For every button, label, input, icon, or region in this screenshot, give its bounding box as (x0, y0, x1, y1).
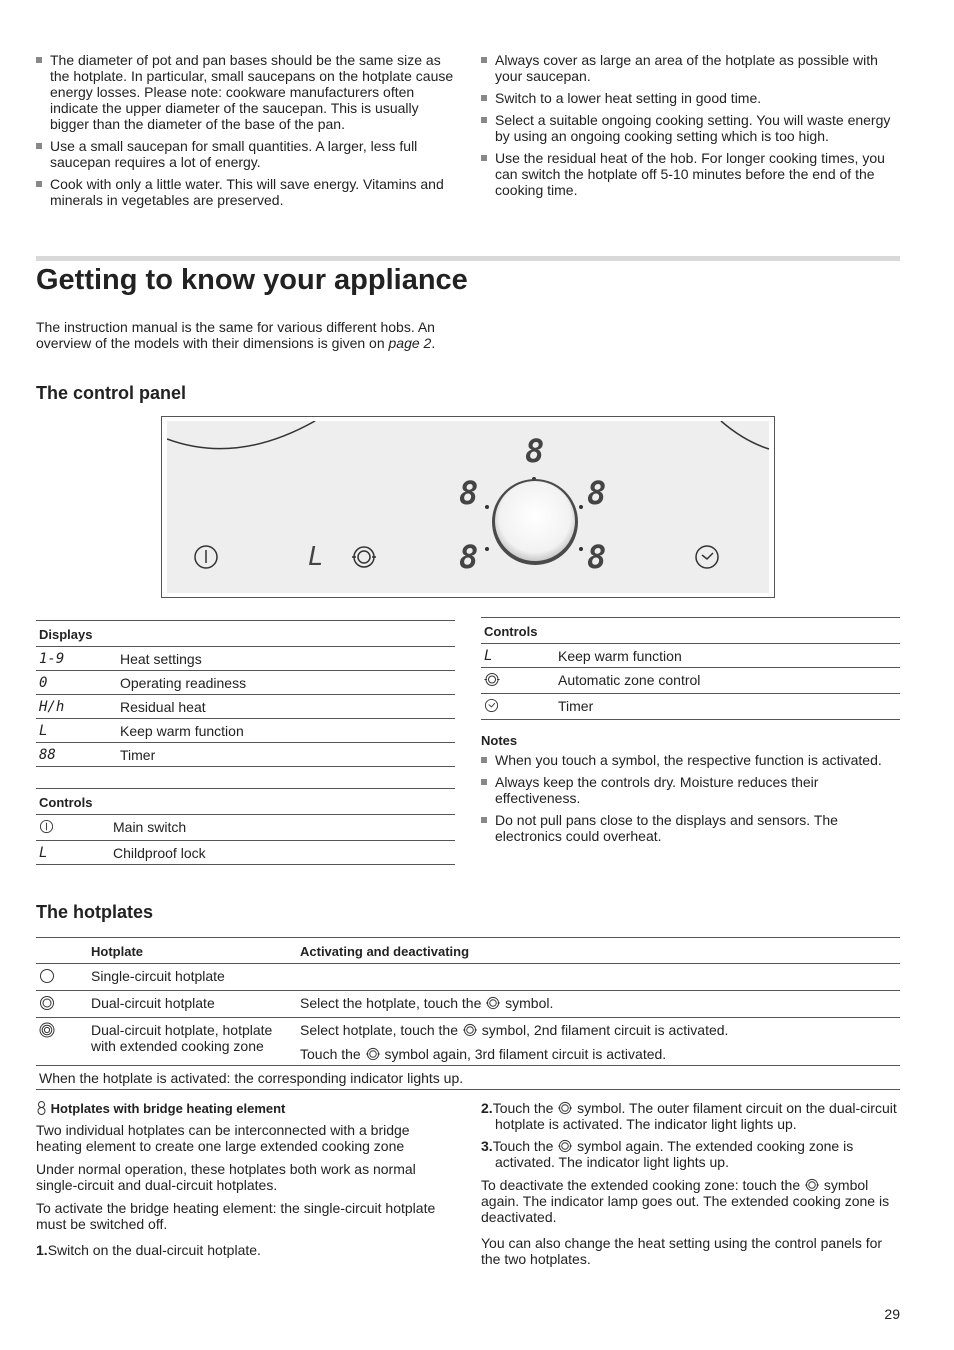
activation-text-part: symbol. (501, 995, 554, 1011)
bridge-icon (36, 1101, 47, 1115)
list-item: Always keep the controls dry. Moisture reduces their effectiveness. (481, 774, 901, 806)
display-label: Timer (117, 743, 455, 767)
hotplate-symbol (36, 964, 88, 991)
step-text: Touch the (492, 1100, 558, 1116)
hotplate-outline-right (719, 421, 779, 461)
display-left-upper: 8 (459, 474, 479, 512)
display-right-lower: 8 (587, 538, 607, 576)
intro-end: . (431, 335, 436, 351)
bridge-paragraph: Two individual hotplates can be interconnected with a bridge heating element to create one large extended cooking zone (36, 1122, 410, 1154)
bridge-heading-text: Hotplates with bridge heating element (50, 1101, 286, 1116)
table-row (36, 841, 455, 865)
timer-icon (484, 698, 499, 713)
table-row (36, 743, 455, 767)
bridge-column-left (36, 1122, 456, 1258)
table-row (36, 815, 455, 841)
deactivate-paragraph (481, 1177, 901, 1225)
control-symbol: L (481, 644, 555, 668)
list-item: Always cover as large an area of the hotplate as possible with your saucepan. (481, 52, 901, 84)
display-label: Keep warm function (117, 719, 455, 743)
activation-text-part: Select the hotplate, touch the (300, 995, 486, 1011)
displays-header: Displays (36, 621, 455, 647)
single-circuit-icon (39, 968, 55, 984)
table-row (36, 647, 455, 671)
display-symbol: H/h (36, 695, 117, 719)
page-title: Getting to know your appliance (36, 264, 468, 296)
table-row (36, 991, 900, 1018)
display-label: Operating readiness (117, 671, 455, 695)
bridge-paragraph: Under normal operation, these hotplates both work as normal single-circuit and dual-circuit hotplates. (36, 1161, 416, 1193)
table-row (481, 694, 900, 720)
control-symbol (481, 694, 555, 720)
activating-column-header: Activating and deactivating (297, 938, 900, 964)
zone-control-icon (484, 672, 500, 687)
activation-text-part: Touch the (300, 1046, 365, 1062)
hotplate-label: Single-circuit hotplate (88, 964, 297, 991)
display-right-upper: 8 (587, 474, 607, 512)
table-header-row (36, 938, 900, 964)
zone-control-icon[interactable] (350, 544, 378, 570)
indicator-dot-left-upper (485, 505, 489, 509)
control-panel-illustration (161, 416, 775, 598)
zone-control-icon (485, 996, 501, 1010)
power-icon[interactable] (193, 544, 219, 570)
hotplate-label: Dual-circuit hotplate (88, 991, 297, 1018)
list-item: Switch to a lower heat setting in good time. (481, 90, 901, 106)
control-label: Childproof lock (110, 841, 455, 865)
controls-left-table (36, 788, 455, 865)
hotplates-footer: When the hotplate is activated: the corresponding indicator lights up. (36, 1066, 900, 1090)
hotplate-label: Dual-circuit hotplate, hotplate with extended cooking zone (88, 1018, 297, 1066)
list-item: Use the residual heat of the hob. For longer cooking times, you can switch the hotplate off 5-10 minutes before the end of the cooking time. (481, 150, 901, 198)
display-label: Residual heat (117, 695, 455, 719)
step-number: 1. (36, 1242, 48, 1258)
list-item: Cook with only a little water. This will save energy. Vitamins and minerals in vegetables are preserved. (36, 176, 456, 208)
display-symbol: 88 (36, 743, 117, 767)
step-text: Switch on the dual-circuit hotplate. (47, 1242, 261, 1258)
bridge-column-right (481, 1100, 901, 1267)
section-divider (36, 256, 900, 261)
table-row (481, 668, 900, 694)
intro-text: The instruction manual is the same for various different hobs. An overview of the models with their dimensions is given on (36, 319, 435, 351)
page-number: 29 (884, 1306, 900, 1322)
displays-table (36, 620, 455, 767)
display-symbol: L (36, 719, 117, 743)
zone-control-icon (365, 1047, 381, 1061)
step-number: 2. (481, 1100, 493, 1116)
activation-text-part: symbol, 2nd filament circuit is activated. (477, 1022, 729, 1038)
table-row (36, 1018, 900, 1066)
hotplates-table (36, 937, 900, 1090)
power-icon (39, 819, 54, 834)
step-number: 3. (481, 1138, 493, 1154)
zone-control-icon (804, 1178, 820, 1192)
step-text: symbol. The outer filament circuit on the dual-circuit hotplate is activated. The indicator light lights up. (495, 1100, 897, 1132)
controls-right-header: Controls (481, 618, 900, 644)
table-row (36, 695, 455, 719)
table-row (36, 1066, 900, 1090)
control-symbol (36, 815, 110, 841)
control-knob[interactable] (490, 477, 580, 567)
table-row (36, 719, 455, 743)
step-2 (481, 1100, 901, 1132)
dual-circuit-icon (39, 995, 55, 1011)
list-item: When you touch a symbol, the respective function is activated. (481, 752, 901, 768)
controls-right-table (481, 617, 900, 720)
control-label: Keep warm function (555, 644, 900, 668)
timer-icon[interactable] (694, 544, 720, 570)
notes-list (481, 752, 901, 850)
control-label: Timer (555, 694, 900, 720)
control-panel-title: The control panel (36, 383, 187, 403)
tips-left-list (36, 52, 456, 214)
bridge-paragraph: You can also change the heat setting using the control panels for the two hotplates. (481, 1235, 883, 1267)
activation-text-part: symbol again, 3rd filament circuit is activated. (380, 1046, 667, 1062)
display-top: 8 (525, 432, 545, 470)
activation-text-part: Select hotplate, touch the (300, 1022, 462, 1038)
control-symbol: L (36, 841, 110, 865)
step-text: Touch the (492, 1138, 558, 1154)
deactivate-text: To deactivate the extended cooking zone: touch the (481, 1177, 805, 1193)
list-item: Use a small saucepan for small quantities. A larger, less full saucepan requires a lot of energy. (36, 138, 456, 170)
activation-text (297, 1018, 900, 1066)
step-3 (481, 1138, 901, 1170)
deactivate-text: symbol again. The indicator lamp goes out. The extended cooking zone is deactivated. (481, 1177, 890, 1225)
list-item: Do not pull pans close to the displays and sensors. The electronics could overheat. (481, 812, 901, 844)
step-text: symbol again. The extended cooking zone is activated. The indicator light lights up. (495, 1138, 854, 1170)
triple-circuit-icon (39, 1022, 55, 1038)
table-row (36, 964, 900, 991)
hotplates-title: The hotplates (36, 902, 154, 922)
activation-text (297, 991, 900, 1018)
page-link[interactable]: page 2 (388, 335, 432, 351)
control-label: Automatic zone control (555, 668, 900, 694)
zone-control-icon (557, 1139, 573, 1153)
display-symbol: 1-9 (36, 647, 117, 671)
hotplate-column-header: Hotplate (88, 938, 297, 964)
display-label: Heat settings (117, 647, 455, 671)
hotplate-symbol (36, 1018, 88, 1066)
step-1 (36, 1242, 456, 1258)
tips-right-list (481, 52, 901, 204)
keep-warm-symbol[interactable]: L (308, 542, 324, 572)
zone-control-icon (462, 1023, 478, 1037)
control-panel-surface (167, 421, 769, 593)
display-symbol: 0 (36, 671, 117, 695)
indicator-dot-left-lower (485, 547, 489, 551)
bridge-heading (36, 1101, 285, 1117)
intro-paragraph (36, 319, 456, 351)
hotplate-outline-left (167, 421, 327, 461)
table-row (481, 644, 900, 668)
control-label: Main switch (110, 815, 455, 841)
table-row (36, 671, 455, 695)
list-item: The diameter of pot and pan bases should be the same size as the hotplate. In particular, small saucepans on the hotplate cause energy losses. Please note: cookware manufacturers often indicate the upper diameter of the saucepan. This is usually bigger than the diameter of the base of the pan. (36, 52, 456, 132)
control-symbol (481, 668, 555, 694)
hotplate-symbol (36, 991, 88, 1018)
controls-left-header: Controls (36, 789, 455, 815)
display-left-lower: 8 (459, 538, 479, 576)
notes-heading: Notes (481, 733, 518, 748)
zone-control-icon (557, 1101, 573, 1115)
bridge-paragraph: To activate the bridge heating element: the single-circuit hotplate must be switched off. (36, 1200, 436, 1232)
list-item: Select a suitable ongoing cooking setting. You will waste energy by using an ongoing cooking setting which is too high. (481, 112, 901, 144)
